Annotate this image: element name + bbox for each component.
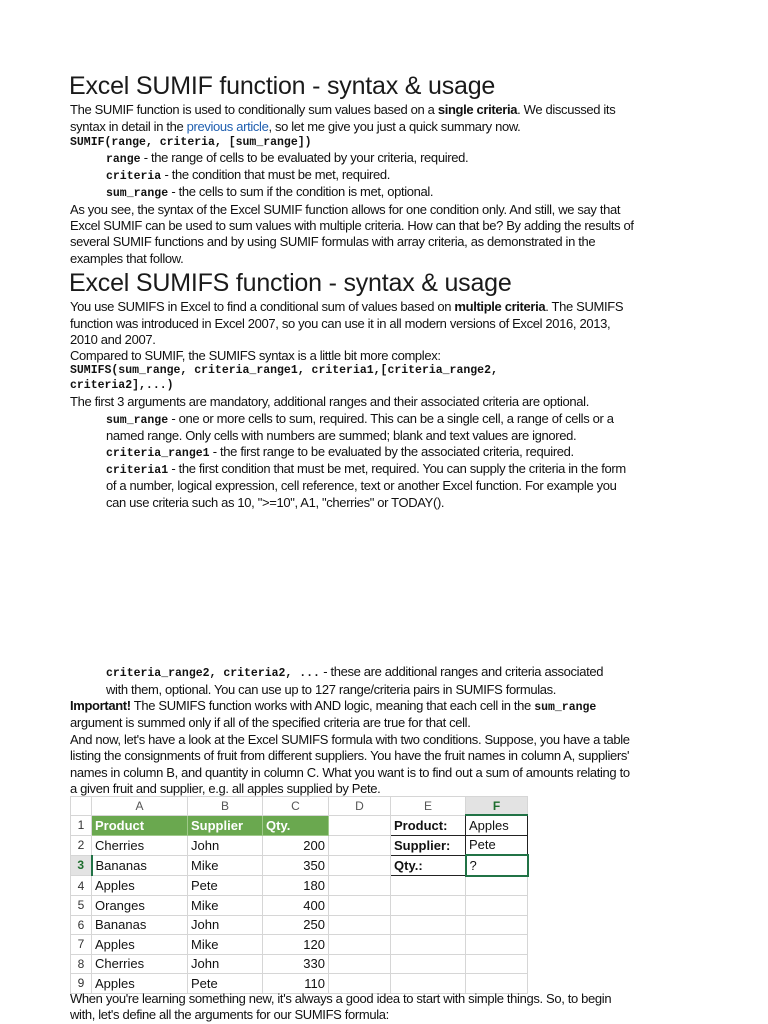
cell[interactable] [391,915,466,935]
criteria-product-label[interactable]: Product: [391,815,466,835]
example-paragraph-line4: a given fruit and supplier, e.g. all apples supplied by Pete. [70,781,381,796]
column-header-b[interactable]: B [188,797,263,816]
cell-supplier[interactable]: Pete [188,974,263,994]
cell[interactable] [466,876,528,896]
sumifs-arg-criteria1-line1: criteria1 - the first condition that must be met, required. You can supply the criteria in the form [106,461,626,477]
table-row [71,855,528,876]
cell[interactable] [329,915,391,935]
cell[interactable] [466,915,528,935]
row-header[interactable]: 5 [71,896,92,916]
sumif-arg-sum-range: sum_range - the cells to sum if the condition is met, optional. [106,184,434,200]
cell-qty[interactable]: 250 [263,915,329,935]
sumif-heading: Excel SUMIF function - syntax & usage [69,72,496,100]
cell-header-qty[interactable]: Qty. [263,815,329,835]
select-all-corner[interactable] [71,797,92,816]
cell[interactable] [329,935,391,955]
cell-supplier[interactable]: Mike [188,896,263,916]
cell-supplier[interactable]: Mike [188,855,263,876]
cell[interactable] [329,896,391,916]
cell-qty[interactable]: 400 [263,896,329,916]
cell-product[interactable]: Cherries [92,835,188,855]
cell-supplier[interactable]: John [188,915,263,935]
cell[interactable] [466,896,528,916]
sumif-syntax: SUMIF(range, criteria, [sum_range]) [70,136,312,149]
sumifs-arg-criteria-range1: criteria_range1 - the first range to be evaluated by the associated criteria, required. [106,444,574,460]
cell-product[interactable]: Bananas [92,915,188,935]
cell[interactable] [391,954,466,974]
criteria-product-value[interactable]: Apples [466,815,528,835]
column-header-e[interactable]: E [391,797,466,816]
sumifs-syntax-line1: SUMIFS(sum_range, criteria_range1, criteria1,[criteria_range2, [70,364,498,377]
cell-product[interactable]: Bananas [92,855,188,876]
table-row [71,935,528,955]
sumifs-intro-line2: function was introduced in Excel 2007, so you can use it in all modern versions of Excel 2016, 2013, [70,316,611,331]
cell[interactable] [329,876,391,896]
cell[interactable] [466,935,528,955]
table-row [71,896,528,916]
cell-qty[interactable]: 120 [263,935,329,955]
cell-supplier[interactable]: Pete [188,876,263,896]
sumifs-arg-sum-range-line2: named range. Only cells with numbers are summed; blank and text values are ignored. [106,428,577,443]
table-row [71,954,528,974]
row-header[interactable]: 4 [71,876,92,896]
cell-qty[interactable]: 330 [263,954,329,974]
previous-article-link[interactable]: previous article [186,119,269,134]
sumifs-first3: The first 3 arguments are mandatory, additional ranges and their associated criteria are optional. [70,394,589,409]
cell-product[interactable]: Apples [92,974,188,994]
cell[interactable] [391,896,466,916]
sumifs-heading: Excel SUMIFS function - syntax & usage [69,269,512,297]
cell-header-product[interactable]: Product [92,815,188,835]
cell-product[interactable]: Oranges [92,896,188,916]
cell[interactable] [329,815,391,835]
example-paragraph-line1: And now, let's have a look at the Excel SUMIFS formula with two conditions. Suppose, you have a table [70,732,630,747]
sumif-paragraph-line4: examples that follow. [70,251,184,266]
example-paragraph-line2: listing the consignments of fruit from different suppliers. You have the fruit names in column A, suppliers' [70,748,630,763]
table-row [71,815,528,835]
sumifs-arg-criteria1-line3: can use criteria such as 10, ">=10", A1, "cherries" or TODAY(). [106,495,445,510]
sumif-paragraph-line1: As you see, the syntax of the Excel SUMIF function allows for one condition only. And still, we say that [70,202,621,217]
closing-line1: When you're learning something new, it's always a good idea to start with simple things. So, to begin [70,991,612,1006]
column-header-row [71,797,528,816]
spreadsheet [70,796,529,994]
sumifs-arg-additional-line2: with them, optional. You can use up to 127 range/criteria pairs in SUMIFS formulas. [106,682,557,697]
row-header[interactable]: 3 [71,855,92,876]
table-row [71,835,528,855]
cell[interactable] [329,954,391,974]
column-header-c[interactable]: C [263,797,329,816]
row-header[interactable]: 2 [71,835,92,855]
sumifs-intro-line1: You use SUMIFS in Excel to find a conditional sum of values based on multiple criteria. The SUMIFS [70,299,624,314]
cell[interactable] [329,835,391,855]
cell-qty[interactable]: 180 [263,876,329,896]
column-header-a[interactable]: A [92,797,188,816]
sumifs-compare: Compared to SUMIF, the SUMIFS syntax is a little bit more complex: [70,348,441,363]
sumifs-syntax-line2: criteria2],...) [70,379,174,392]
sumif-intro-line1: The SUMIF function is used to conditionally sum values based on a single criteria. We discussed its [70,102,616,117]
cell[interactable] [391,876,466,896]
sumifs-arg-sum-range-line1: sum_range - one or more cells to sum, required. This can be a single cell, a range of cells or a [106,411,614,427]
criteria-supplier-label[interactable]: Supplier: [391,835,466,855]
sumif-intro-line2: syntax in detail in the previous article, so let me give you just a quick summary now. [70,119,521,134]
column-header-f[interactable]: F [466,797,528,816]
cell[interactable] [466,954,528,974]
cell-supplier[interactable]: John [188,835,263,855]
row-header[interactable]: 8 [71,954,92,974]
sumif-arg-range: range - the range of cells to be evaluated by your criteria, required. [106,150,469,166]
table-row [71,876,528,896]
cell-product[interactable]: Apples [92,876,188,896]
criteria-qty-value-active-cell[interactable]: ? [466,855,528,876]
column-header-d[interactable]: D [329,797,391,816]
criteria-qty-label[interactable]: Qty.: [391,855,466,876]
row-header[interactable]: 9 [71,974,92,994]
sumifs-intro-line3: 2010 and 2007. [70,332,156,347]
cell-qty[interactable]: 200 [263,835,329,855]
cell-qty[interactable]: 110 [263,974,329,994]
cell-supplier[interactable]: Mike [188,935,263,955]
cell[interactable] [329,855,391,876]
cell-supplier[interactable]: John [188,954,263,974]
row-header[interactable]: 7 [71,935,92,955]
sumifs-arg-additional-line1: criteria_range2, criteria2, ... - these are additional ranges and criteria associated [106,664,604,680]
example-paragraph-line3: names in column B, and quantity in column C. What you want is to find out a sum of amounts relating to [70,765,630,780]
sumif-paragraph-line3: several SUMIF functions and by using SUMIF formulas with array criteria, as demonstrated in the [70,234,596,249]
sumif-paragraph-line2: Excel SUMIF can be used to sum values with multiple criteria. How can that be? By adding the results of [70,218,634,233]
row-header[interactable]: 6 [71,915,92,935]
row-header[interactable]: 1 [71,815,92,835]
important-line2: argument is summed only if all of the specified criteria are true for that cell. [70,715,471,730]
important-line1: Important! The SUMIFS function works with AND logic, meaning that each cell in the sum_range [70,698,597,714]
criteria-supplier-value[interactable]: Pete [466,835,528,855]
cell[interactable] [391,935,466,955]
closing-line2: with, let's define all the arguments for our SUMIFS formula: [70,1007,389,1022]
cell-product[interactable]: Apples [92,935,188,955]
cell-product[interactable]: Cherries [92,954,188,974]
cell-header-supplier[interactable]: Supplier [188,815,263,835]
cell-qty[interactable]: 350 [263,855,329,876]
table-row [71,915,528,935]
sumif-arg-criteria: criteria - the condition that must be met, required. [106,167,391,183]
sumifs-arg-criteria1-line2: of a number, logical expression, cell reference, text or another Excel function. For example you [106,478,617,493]
